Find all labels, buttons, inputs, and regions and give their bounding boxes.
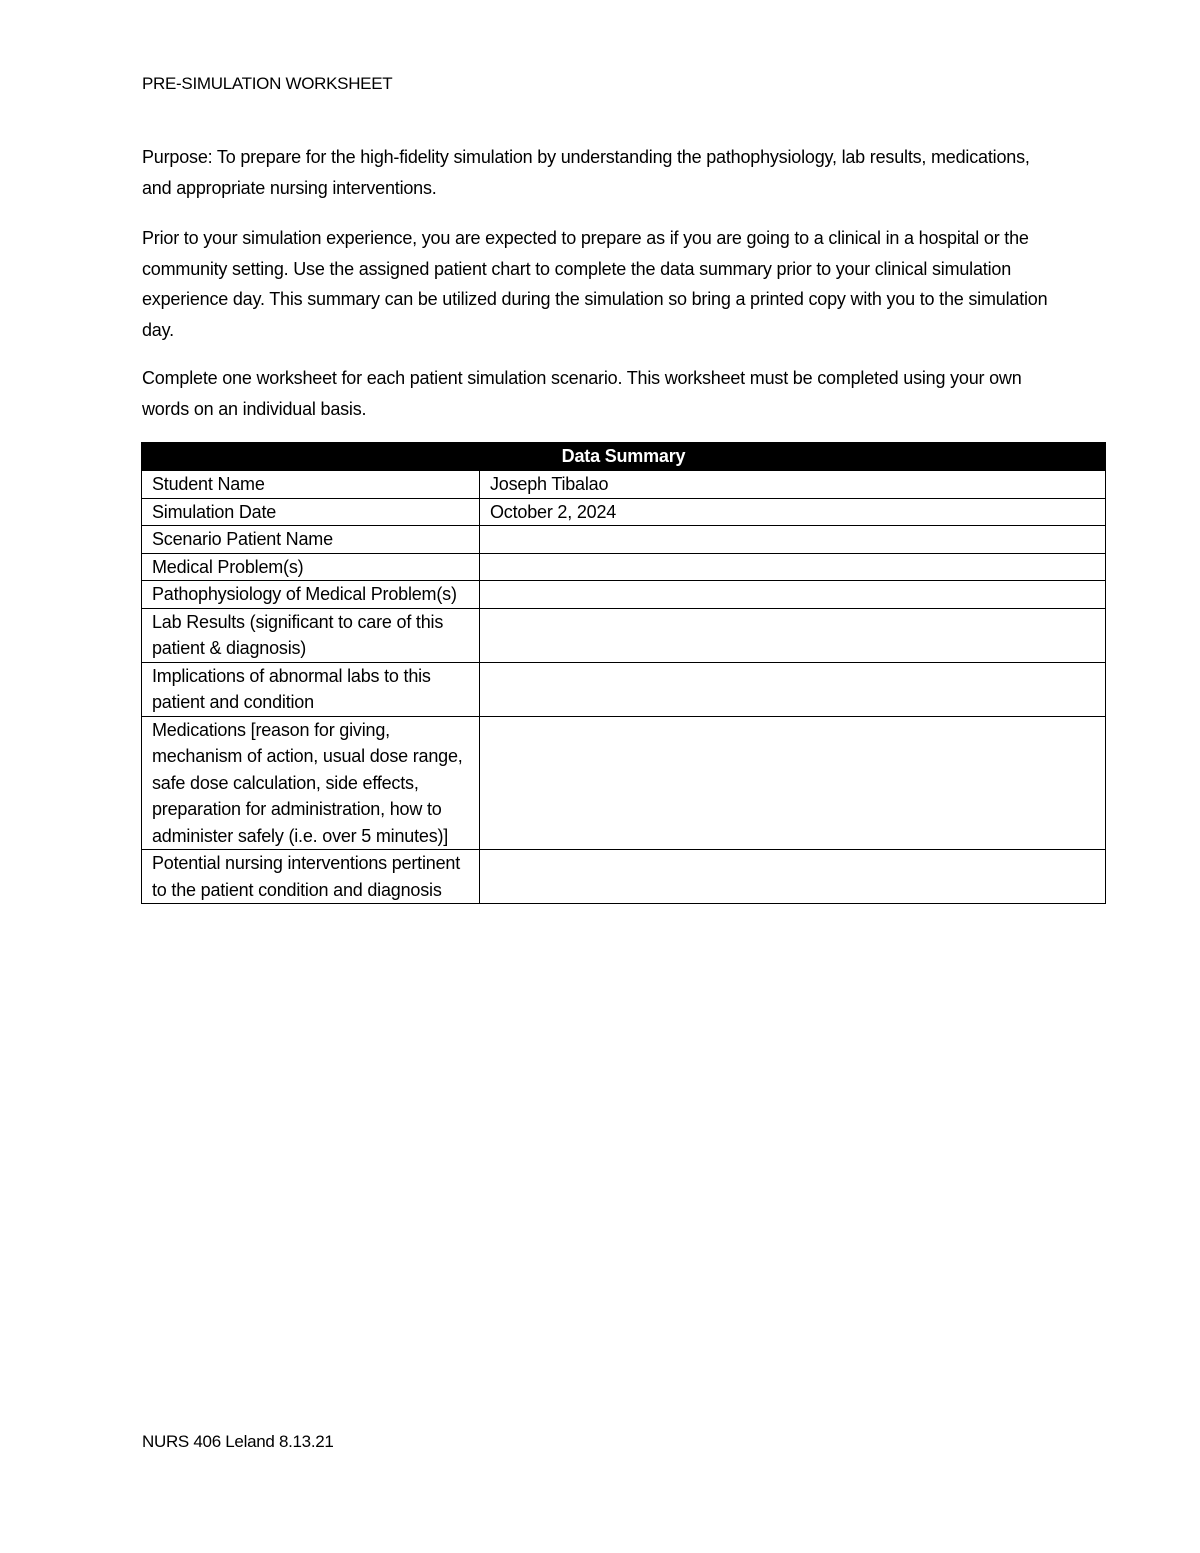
purpose-paragraph: Purpose: To prepare for the high-fidelity simulation by understanding the pathophysiology, lab results, medications, and appropriate nursing interventions. <box>142 147 1030 198</box>
lab-implications-value <box>480 662 1106 716</box>
row-label: Pathophysiology of Medical Problem(s) <box>142 581 480 609</box>
table-row <box>142 581 1106 609</box>
simulation-date-value: October 2, 2024 <box>480 498 1106 526</box>
table-row <box>142 850 1106 904</box>
table-row <box>142 662 1106 716</box>
row-label: Medical Problem(s) <box>142 553 480 581</box>
table-row <box>142 471 1106 499</box>
prior-preparation-paragraph: Prior to your simulation experience, you are expected to prepare as if you are going to a clinical in a hospital or the community setting. Use the assigned patient chart to complete the data summary prior to your clinical simulation experience day. This summary can be utilized during the simulation so bring a printed copy with you to the simulation day. <box>142 228 1048 340</box>
row-label: Lab Results (significant to care of this patient & diagnosis) <box>142 608 480 662</box>
patient-name-value <box>480 526 1106 554</box>
medical-problems-value <box>480 553 1106 581</box>
lab-results-value <box>480 608 1106 662</box>
page-title: PRE-SIMULATION WORKSHEET <box>142 74 393 93</box>
row-label: Scenario Patient Name <box>142 526 480 554</box>
table-row <box>142 608 1106 662</box>
table-heading: Data Summary <box>142 443 1106 471</box>
row-label: Implications of abnormal labs to this patient and condition <box>142 662 480 716</box>
nursing-interventions-value <box>480 850 1106 904</box>
page-footer: NURS 406 Leland 8.13.21 <box>142 1432 334 1451</box>
row-label: Student Name <box>142 471 480 499</box>
row-label: Medications [reason for giving, mechanism of action, usual dose range, safe dose calculation, side effects, preparation for administration, how to administer safely (i.e. over 5 minutes)] <box>142 716 480 850</box>
medications-value <box>480 716 1106 850</box>
student-name-value: Joseph Tibalao <box>480 471 1106 499</box>
table-row <box>142 526 1106 554</box>
table-row <box>142 498 1106 526</box>
table-row <box>142 553 1106 581</box>
completion-instructions-paragraph: Complete one worksheet for each patient simulation scenario. This worksheet must be completed using your own words on an individual basis. <box>142 368 1022 419</box>
row-label: Simulation Date <box>142 498 480 526</box>
table-header-row <box>142 443 1106 471</box>
row-label: Potential nursing interventions pertinent to the patient condition and diagnosis <box>142 850 480 904</box>
pathophysiology-value <box>480 581 1106 609</box>
data-summary-table <box>141 442 1106 904</box>
table-row <box>142 716 1106 850</box>
